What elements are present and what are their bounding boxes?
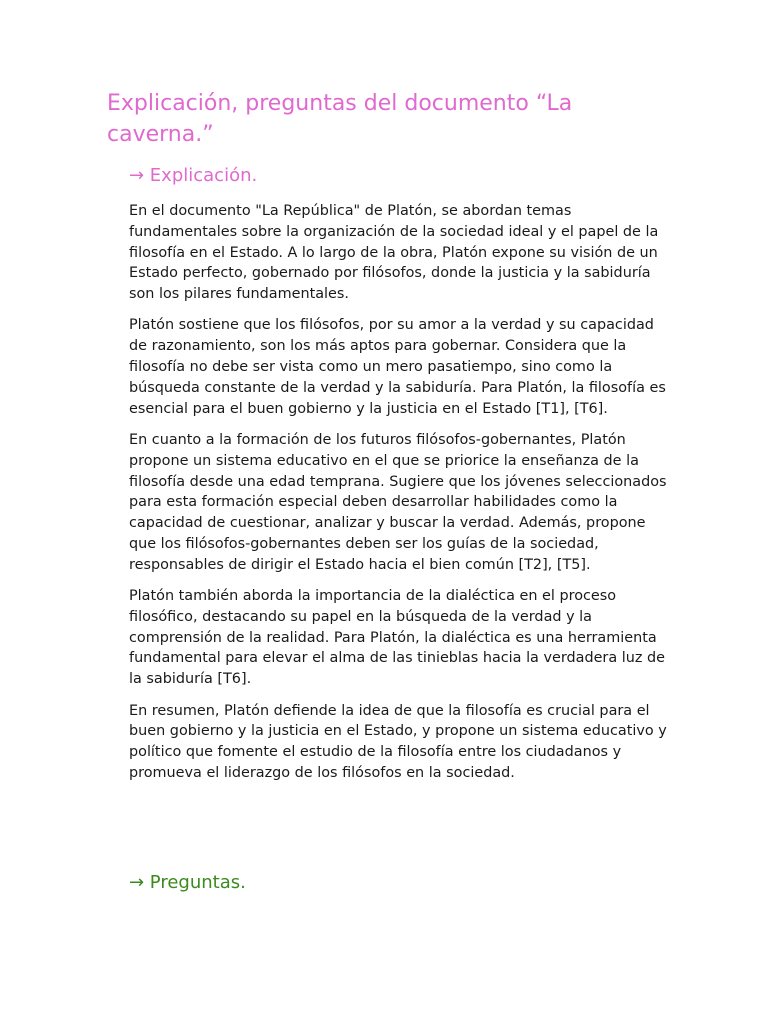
- section-heading-preguntas: → Preguntas.: [129, 872, 246, 893]
- paragraph-2: Platón sostiene que los filósofos, por su amor a la verdad y su capacidad de razonamiento, son los más aptos para gobernar. Considera que la filosofía no debe ser vista como un mero pasatiempo, sino como la búsqueda constante de la verdad y la sabiduría. Para Platón, la filosofía es esencial para el buen gobierno y la justicia en el Estado [T1], [T6].: [129, 317, 666, 417]
- paragraph-1: En el documento "La República" de Platón, se abordan temas fundamentales sobre la organización de la sociedad ideal y el papel de la filosofía en el Estado. A lo largo de la obra, Platón expone su visión de un Estado perfecto, gobernado por filósofos, donde la justicia y la sabiduría son los pilares fundamentales.: [129, 203, 659, 303]
- paragraph-4: Platón también aborda la importancia de la dialéctica en el proceso filosófico, destacando su papel en la búsqueda de la verdad y la comprensión de la realidad. Para Platón, la dialéctica es una herramienta fundamental para elevar el alma de las tinieblas hacia la verdadera luz de la sabiduría [T6].: [129, 588, 665, 688]
- explicacion-body: [129, 201, 669, 794]
- section-heading-explicacion: → Explicación.: [129, 165, 258, 186]
- paragraph-5: En resumen, Platón defiende la idea de que la filosofía es crucial para el buen gobierno y la justicia en el Estado, y propone un sistema educativo y político que fomente el estudio de la filosofía entre los ciudadanos y promueva el liderazgo de los filósofos en la sociedad.: [129, 702, 667, 781]
- paragraph-3: En cuanto a la formación de los futuros filósofos-gobernantes, Platón propone un sistema educativo en el que se priorice la enseñanza de la filosofía desde una edad temprana. Sugiere que los jóvenes seleccionados para esta formación especial deben desarrollar habilidades como la capacidad de cuestionar, analizar y buscar la verdad. Además, propone que los filósofos-gobernantes deben ser los guías de la sociedad, responsables de dirigir el Estado hacia el bien común [T2], [T5].: [129, 431, 667, 573]
- document-title: Explicación, preguntas del documento “La caverna.”: [107, 91, 573, 147]
